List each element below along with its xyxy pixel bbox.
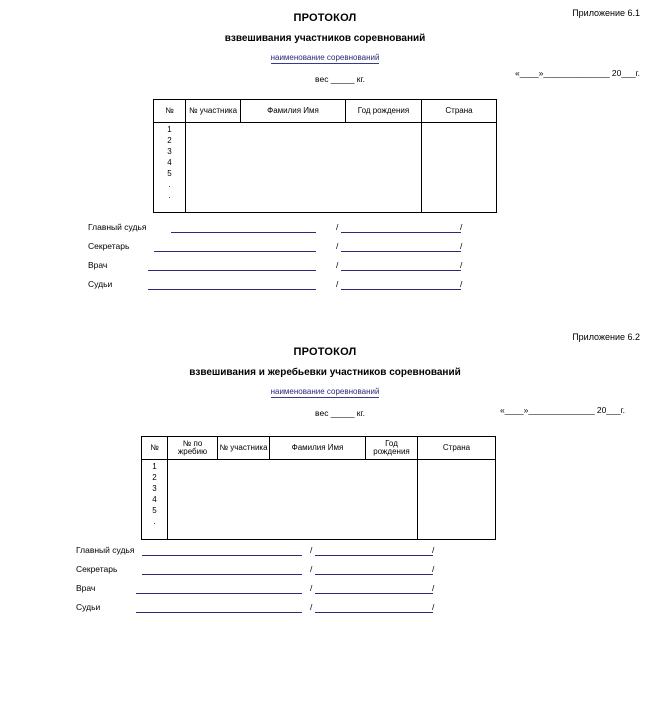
- weighing-draw-table-2: [141, 436, 496, 540]
- weight-line-2: вес _____ кг.: [315, 408, 365, 418]
- col-header-participant-num: № участника: [218, 437, 270, 460]
- row-number: 4: [167, 158, 172, 167]
- signature-label: Врач: [76, 583, 96, 593]
- row-number: 5: [167, 169, 172, 178]
- signature-row: [76, 545, 435, 564]
- col-header-num: №: [154, 100, 186, 123]
- row-number: .: [168, 180, 171, 189]
- signature-name-line[interactable]: [315, 593, 433, 594]
- slash-separator: /: [310, 545, 313, 555]
- slash-separator: /: [432, 545, 435, 555]
- protocol-title-1: ПРОТОКОЛ: [293, 12, 357, 24]
- row-number: 2: [152, 473, 157, 482]
- row-numbers-cell-1: [154, 123, 186, 213]
- country-cell-2: [418, 460, 496, 540]
- signature-line[interactable]: [142, 555, 302, 556]
- col-header-participant-num: № участника: [186, 100, 241, 123]
- signature-row: [88, 260, 463, 279]
- slash-separator: /: [460, 241, 463, 251]
- slash-separator: /: [336, 241, 339, 251]
- col-header-country: Страна: [418, 437, 496, 460]
- signature-label: Врач: [88, 260, 108, 270]
- competition-name-label-1: наименование соревнований: [270, 53, 380, 62]
- col-header-birth-year: Год рождения: [366, 437, 418, 460]
- appendix-label-1: Приложение 6.1: [572, 8, 640, 18]
- signature-row: [76, 564, 435, 583]
- signature-line[interactable]: [142, 574, 302, 575]
- slash-separator: /: [432, 564, 435, 574]
- col-header-num: №: [142, 437, 168, 460]
- signature-name-line[interactable]: [341, 289, 461, 290]
- row-numbers-cell-2: [142, 460, 168, 540]
- signatures-2: [76, 545, 435, 621]
- signature-name-line[interactable]: [315, 612, 433, 613]
- slash-separator: /: [336, 222, 339, 232]
- competition-name-label-2: наименование соревнований: [270, 387, 380, 396]
- slash-separator: /: [310, 602, 313, 612]
- signature-row: [76, 602, 435, 621]
- signature-row: [88, 241, 463, 260]
- protocol-subtitle-2: взвешивания и жеребьевки участников соревнований: [189, 367, 461, 378]
- protocol-title-2: ПРОТОКОЛ: [293, 346, 357, 358]
- weight-line-1: вес _____ кг.: [315, 74, 365, 84]
- table-row: [154, 123, 497, 213]
- signature-line[interactable]: [148, 289, 316, 290]
- table-header-row: [154, 100, 497, 123]
- signature-label: Секретарь: [88, 241, 130, 251]
- row-number: .: [168, 191, 171, 200]
- protocol-subtitle-1: взвешивания участников соревнований: [224, 33, 426, 44]
- slash-separator: /: [460, 260, 463, 270]
- slash-separator: /: [310, 583, 313, 593]
- entry-area-cell-1: [186, 123, 422, 213]
- row-number: 3: [152, 484, 157, 493]
- row-number: 3: [167, 147, 172, 156]
- signature-line[interactable]: [136, 612, 302, 613]
- col-header-birth-year: Год рождения: [346, 100, 422, 123]
- date-line-1: «____»______________ 20___г.: [515, 68, 640, 78]
- slash-separator: /: [336, 260, 339, 270]
- col-header-name: Фамилия Имя: [241, 100, 346, 123]
- date-line-2: «____»______________ 20___г.: [500, 405, 625, 415]
- signature-row: [88, 279, 463, 298]
- table-row: [142, 460, 496, 540]
- slash-separator: /: [336, 279, 339, 289]
- signature-line[interactable]: [148, 270, 316, 271]
- signature-line[interactable]: [154, 251, 316, 252]
- signature-label: Главный судья: [76, 545, 135, 555]
- col-header-draw-num: № по жребию: [168, 437, 218, 460]
- col-header-name: Фамилия Имя: [270, 437, 366, 460]
- row-number: 1: [152, 462, 157, 471]
- signatures-1: [88, 222, 463, 298]
- row-number: 1: [167, 125, 172, 134]
- slash-separator: /: [432, 583, 435, 593]
- signature-name-line[interactable]: [315, 574, 433, 575]
- slash-separator: /: [460, 279, 463, 289]
- signature-label: Судьи: [88, 279, 113, 289]
- country-cell-1: [422, 123, 497, 213]
- slash-separator: /: [310, 564, 313, 574]
- table-header-row: [142, 437, 496, 460]
- signature-name-line[interactable]: [341, 270, 461, 271]
- row-number: 4: [152, 495, 157, 504]
- col-header-country: Страна: [422, 100, 497, 123]
- slash-separator: /: [432, 602, 435, 612]
- signature-name-line[interactable]: [315, 555, 433, 556]
- signature-line[interactable]: [171, 232, 316, 233]
- row-number: 5: [152, 506, 157, 515]
- signature-label: Секретарь: [76, 564, 118, 574]
- signature-line[interactable]: [136, 593, 302, 594]
- signature-row: [76, 583, 435, 602]
- slash-separator: /: [460, 222, 463, 232]
- signature-label: Судьи: [76, 602, 101, 612]
- signature-name-line[interactable]: [341, 251, 461, 252]
- appendix-label-2: Приложение 6.2: [572, 332, 640, 342]
- signature-row: [88, 222, 463, 241]
- signature-label: Главный судья: [88, 222, 147, 232]
- weighing-table-1: [153, 99, 497, 213]
- row-number: .: [153, 517, 156, 526]
- signature-name-line[interactable]: [341, 232, 461, 233]
- entry-area-cell-2: [168, 460, 418, 540]
- row-number: 2: [167, 136, 172, 145]
